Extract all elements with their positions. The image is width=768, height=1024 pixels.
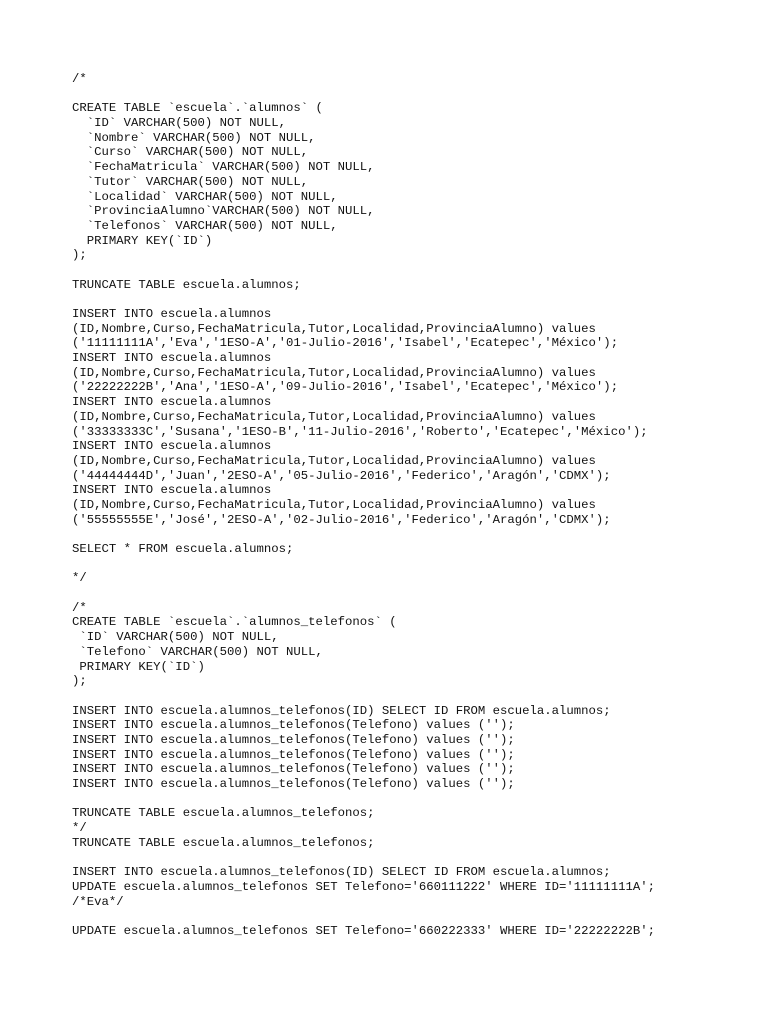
code-line: ('44444444D','Juan','2ESO-A','05-Julio-2016','Federico','Aragón','CDMX'); <box>72 468 611 483</box>
code-line: INSERT INTO escuela.alumnos_telefonos(ID) SELECT ID FROM escuela.alumnos; <box>72 703 611 718</box>
code-line: (ID,Nombre,Curso,FechaMatricula,Tutor,Localidad,ProvinciaAlumno) values <box>72 453 596 468</box>
code-line: ('22222222B','Ana','1ESO-A','09-Julio-2016','Isabel','Ecatepec','México'); <box>72 380 619 395</box>
code-line: `ID` VARCHAR(500) NOT NULL, <box>72 116 287 131</box>
code-line <box>72 557 752 572</box>
code-line <box>72 292 752 307</box>
code-line <box>72 87 752 102</box>
code-line <box>72 263 752 278</box>
code-line: TRUNCATE TABLE escuela.alumnos_telefonos; <box>72 806 375 821</box>
code-line: `ProvinciaAlumno`VARCHAR(500) NOT NULL, <box>72 204 375 219</box>
code-line: CREATE TABLE `escuela`.`alumnos_telefonos` ( <box>72 615 397 630</box>
code-line <box>72 689 752 704</box>
code-line: INSERT INTO escuela.alumnos_telefonos(Telefono) values (''); <box>72 718 515 733</box>
code-line: ('11111111A','Eva','1ESO-A','01-Julio-2016','Isabel','Ecatepec','México'); <box>72 336 619 351</box>
code-line: */ <box>72 821 87 836</box>
code-line: CREATE TABLE `escuela`.`alumnos` ( <box>72 101 323 116</box>
code-line: TRUNCATE TABLE escuela.alumnos; <box>72 277 301 292</box>
code-line: INSERT INTO escuela.alumnos <box>72 395 272 410</box>
code-line: ('33333333C','Susana','1ESO-B','11-Julio-2016','Roberto','Ecatepec','México'); <box>72 424 648 439</box>
code-line: /*Eva*/ <box>72 894 124 909</box>
code-line: */ <box>72 571 87 586</box>
code-line: PRIMARY KEY(`ID`) <box>72 233 213 248</box>
code-line: INSERT INTO escuela.alumnos_telefonos(Telefono) values (''); <box>72 747 515 762</box>
code-line <box>72 527 752 542</box>
code-line: `Localidad` VARCHAR(500) NOT NULL, <box>72 189 338 204</box>
code-line: PRIMARY KEY(`ID`) <box>72 659 205 674</box>
code-line: (ID,Nombre,Curso,FechaMatricula,Tutor,Localidad,ProvinciaAlumno) values <box>72 497 596 512</box>
code-line <box>72 850 752 865</box>
code-line: SELECT * FROM escuela.alumnos; <box>72 542 294 556</box>
code-line: `Telefonos` VARCHAR(500) NOT NULL, <box>72 218 338 233</box>
code-line: `Tutor` VARCHAR(500) NOT NULL, <box>72 174 309 189</box>
code-line: `ID` VARCHAR(500) NOT NULL, <box>72 630 279 645</box>
code-line: /* <box>72 72 87 86</box>
code-line: UPDATE escuela.alumnos_telefonos SET Telefono='660111222' WHERE ID='11111111A'; <box>72 879 655 894</box>
code-line: INSERT INTO escuela.alumnos <box>72 351 272 366</box>
code-line: INSERT INTO escuela.alumnos <box>72 483 272 498</box>
code-line: ); <box>72 674 87 689</box>
code-line: INSERT INTO escuela.alumnos_telefonos(Telefono) values (''); <box>72 762 515 777</box>
code-line: `FechaMatricula` VARCHAR(500) NOT NULL, <box>72 160 375 175</box>
code-line: (ID,Nombre,Curso,FechaMatricula,Tutor,Localidad,ProvinciaAlumno) values <box>72 365 596 380</box>
code-line <box>72 792 752 807</box>
code-line: (ID,Nombre,Curso,FechaMatricula,Tutor,Localidad,ProvinciaAlumno) values <box>72 321 596 336</box>
code-line: `Nombre` VARCHAR(500) NOT NULL, <box>72 130 316 145</box>
code-line: `Telefono` VARCHAR(500) NOT NULL, <box>72 644 323 659</box>
code-line <box>72 586 752 601</box>
code-line: INSERT INTO escuela.alumnos <box>72 307 272 321</box>
sql-code-block <box>72 72 752 939</box>
code-line: INSERT INTO escuela.alumnos_telefonos(Telefono) values (''); <box>72 777 515 791</box>
code-line: TRUNCATE TABLE escuela.alumnos_telefonos; <box>72 835 375 850</box>
code-line: UPDATE escuela.alumnos_telefonos SET Telefono='660222333' WHERE ID='22222222B'; <box>72 923 655 938</box>
code-line: ('55555555E','José','2ESO-A','02-Julio-2016','Federico','Aragón','CDMX'); <box>72 512 611 527</box>
code-line: ); <box>72 248 87 263</box>
code-line <box>72 909 752 924</box>
code-line: (ID,Nombre,Curso,FechaMatricula,Tutor,Localidad,ProvinciaAlumno) values <box>72 409 596 424</box>
code-line: INSERT INTO escuela.alumnos_telefonos(ID) SELECT ID FROM escuela.alumnos; <box>72 865 611 880</box>
code-line: INSERT INTO escuela.alumnos <box>72 439 272 454</box>
code-line: `Curso` VARCHAR(500) NOT NULL, <box>72 145 309 160</box>
code-line: INSERT INTO escuela.alumnos_telefonos(Telefono) values (''); <box>72 732 515 747</box>
code-line: /* <box>72 600 87 615</box>
